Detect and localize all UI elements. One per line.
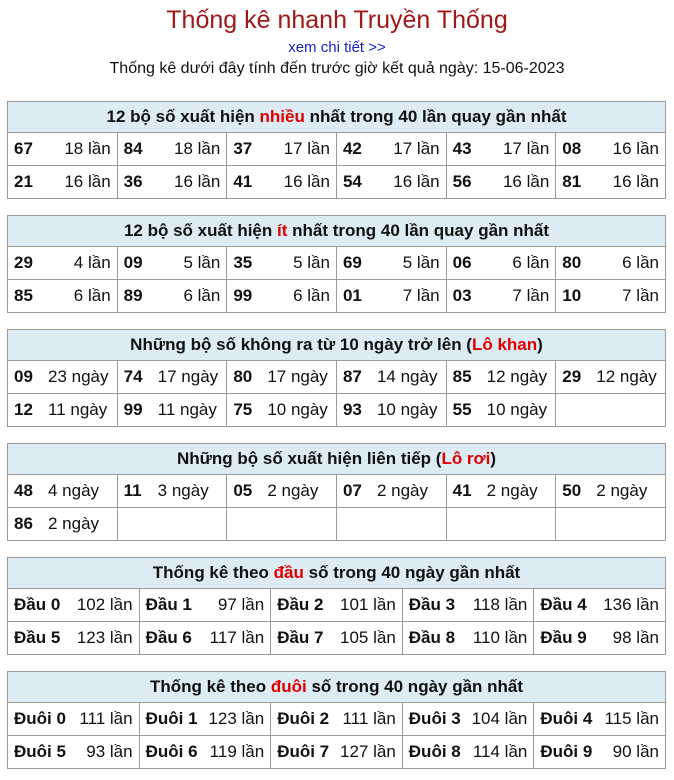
count-value: 5 lần <box>183 253 221 272</box>
section-header <box>8 672 666 703</box>
count-value: 5 lần <box>293 253 330 272</box>
lottery-number: 93 <box>342 400 362 419</box>
stat-cell <box>8 166 118 199</box>
count-value: 10 ngày <box>267 400 328 419</box>
count-value: 6 lần <box>622 253 659 272</box>
table-row <box>8 736 666 769</box>
count-value: 17 ngày <box>157 367 219 386</box>
count-value: 7 lần <box>512 286 550 305</box>
count-value: 115 lần <box>604 709 659 728</box>
section-title-text: số trong 40 ngày gần nhất <box>306 677 524 696</box>
page-subtitle: Thống kê dưới đây tính đến trước giờ kết quả ngày: 15-06-2023 <box>109 60 565 77</box>
stat-cell <box>556 280 666 313</box>
count-value: 114 lần <box>472 742 528 761</box>
table-row <box>8 247 666 280</box>
lottery-number: 85 <box>452 367 472 386</box>
digit-label: Đầu 1 <box>145 595 192 614</box>
stat-cell <box>8 508 118 541</box>
stat-cell <box>271 622 403 655</box>
lottery-number: 29 <box>14 253 33 272</box>
count-value: 123 lần <box>76 628 133 647</box>
count-value: 2 ngày <box>48 514 100 533</box>
digit-label: Đuôi 8 <box>408 742 461 761</box>
count-value: 2 ngày <box>376 481 429 500</box>
count-value: 6 lần <box>183 286 221 305</box>
lottery-number: 67 <box>14 139 33 158</box>
count-value: 97 lần <box>217 595 265 614</box>
section-title-highlight: ít <box>277 221 288 240</box>
count-value: 111 lần <box>342 709 396 728</box>
table-row <box>8 703 666 736</box>
lottery-number: 89 <box>123 286 143 305</box>
section-title <box>8 216 666 247</box>
lottery-number: 80 <box>233 367 253 386</box>
count-value: 10 ngày <box>486 400 548 419</box>
stat-cell <box>402 703 534 736</box>
section-title-text: số trong 40 ngày gần nhất <box>303 563 521 582</box>
section-header <box>8 558 666 589</box>
count-value: 10 ngày <box>376 400 438 419</box>
lottery-number: 09 <box>14 367 33 386</box>
stat-cell <box>446 394 556 427</box>
count-value: 2 ngày <box>486 481 538 500</box>
most-frequent-table <box>7 101 666 199</box>
section-title-highlight: Lô khan <box>471 335 538 354</box>
stat-cell <box>117 394 227 427</box>
stat-cell <box>117 133 227 166</box>
stat-cell <box>227 133 337 166</box>
section-title <box>8 444 666 475</box>
stat-cell <box>8 703 140 736</box>
count-value: 111 lần <box>79 709 133 728</box>
lottery-number: 06 <box>452 253 472 272</box>
lottery-number: 74 <box>123 367 143 386</box>
lottery-number: 42 <box>342 139 362 158</box>
stat-cell <box>271 736 403 769</box>
digit-label: Đầu 6 <box>145 628 192 647</box>
section-title <box>8 558 666 589</box>
count-value: 16 lần <box>173 172 221 191</box>
count-value: 101 lần <box>340 595 396 614</box>
stat-cell <box>8 589 140 622</box>
dau-stats-table <box>7 557 666 655</box>
lottery-number: 85 <box>14 286 33 305</box>
stat-cell <box>556 247 666 280</box>
lottery-number: 41 <box>233 172 253 191</box>
stat-cell <box>8 736 140 769</box>
count-value: 16 lần <box>502 172 550 191</box>
stat-cell <box>446 475 556 508</box>
lottery-number: 37 <box>233 139 253 158</box>
stat-cell <box>556 166 666 199</box>
digit-label: Đầu 8 <box>408 628 456 647</box>
section-title-text: Thống kê theo <box>152 563 274 582</box>
section-title-highlight: nhiều <box>259 107 305 126</box>
section-title-highlight: đuôi <box>270 677 307 696</box>
count-value: 17 lần <box>283 139 330 158</box>
count-value: 17 ngày <box>267 367 328 386</box>
stat-cell <box>336 475 446 508</box>
count-value: 3 ngày <box>157 481 209 500</box>
duoi-stats-table <box>7 671 666 769</box>
digit-label: Đuôi 7 <box>277 742 330 761</box>
stat-cell <box>446 133 556 166</box>
count-value: 117 lần <box>209 628 265 647</box>
stat-cell <box>227 361 337 394</box>
stat-cell <box>8 475 118 508</box>
lottery-number: 41 <box>452 481 472 500</box>
stat-cell <box>8 280 118 313</box>
stat-cell <box>139 703 271 736</box>
digit-label: Đầu 2 <box>277 595 324 614</box>
count-value: 7 lần <box>402 286 440 305</box>
table-row <box>8 475 666 508</box>
section-title-text: nhất trong 40 lần quay gần nhất <box>304 107 567 126</box>
stat-cell <box>534 703 666 736</box>
section-title-text: nhất trong 40 lần quay gần nhất <box>287 221 550 240</box>
stat-cell <box>446 247 556 280</box>
lottery-number: 11 <box>123 481 142 500</box>
digit-label: Đuôi 4 <box>540 709 593 728</box>
lottery-number: 21 <box>14 172 33 191</box>
stat-cell <box>117 247 227 280</box>
stat-cell <box>556 394 666 427</box>
count-value: 98 lần <box>612 628 659 647</box>
count-value: 90 lần <box>612 742 659 761</box>
lottery-number: 87 <box>342 367 362 386</box>
lottery-number: 09 <box>123 253 143 272</box>
section-title-text: Những bộ số không ra từ 10 ngày trở lên ( <box>130 335 472 354</box>
section-title <box>8 330 666 361</box>
count-value: 127 lần <box>340 742 396 761</box>
table-row <box>8 508 666 541</box>
count-value: 4 lần <box>73 253 111 272</box>
count-value: 23 ngày <box>48 367 109 386</box>
section-title <box>8 672 666 703</box>
lottery-number: 86 <box>14 514 33 533</box>
count-value: 16 lần <box>283 172 330 191</box>
table-row <box>8 133 666 166</box>
section-title-text: ) <box>490 449 497 468</box>
digit-label: Đầu 0 <box>14 595 61 614</box>
digit-label: Đầu 3 <box>408 595 456 614</box>
lottery-number: 75 <box>233 400 253 419</box>
count-value: 4 ngày <box>48 481 100 500</box>
count-value: 2 ngày <box>596 481 648 500</box>
lo-roi-table <box>7 443 666 541</box>
stat-cell <box>446 166 556 199</box>
stat-cell <box>556 508 666 541</box>
lottery-number: 36 <box>123 172 143 191</box>
stat-cell <box>336 280 446 313</box>
count-value: 5 lần <box>402 253 440 272</box>
table-row <box>8 589 666 622</box>
stat-cell <box>117 280 227 313</box>
lottery-number: 99 <box>123 400 143 419</box>
digit-label: Đuôi 9 <box>540 742 593 761</box>
count-value: 16 lần <box>612 172 659 191</box>
stat-cell <box>139 736 271 769</box>
lottery-number: 07 <box>342 481 362 500</box>
lo-khan-table <box>7 329 666 427</box>
stat-cell <box>227 475 337 508</box>
count-value: 6 lần <box>73 286 111 305</box>
section-header <box>8 216 666 247</box>
section-header <box>8 330 666 361</box>
digit-label: Đuôi 1 <box>145 709 198 728</box>
stat-cell <box>402 589 534 622</box>
stat-cell <box>534 622 666 655</box>
count-value: 104 lần <box>471 709 528 728</box>
count-value: 93 lần <box>86 742 133 761</box>
stat-cell <box>227 166 337 199</box>
lottery-number: 10 <box>562 286 582 305</box>
lottery-number: 05 <box>233 481 253 500</box>
count-value: 12 ngày <box>596 367 657 386</box>
section-title-text: 12 bộ số xuất hiện <box>123 221 277 240</box>
digit-label: Đuôi 2 <box>277 709 330 728</box>
least-frequent-table <box>7 215 666 313</box>
stat-cell <box>8 394 118 427</box>
stat-cell <box>556 361 666 394</box>
stat-cell <box>8 361 118 394</box>
count-value: 11 ngày <box>48 400 108 419</box>
stat-cell <box>336 394 446 427</box>
section-title-text: 12 bộ số xuất hiện <box>106 107 260 126</box>
count-value: 136 lần <box>603 595 659 614</box>
lottery-number: 48 <box>14 481 33 500</box>
lottery-number: 56 <box>452 172 472 191</box>
stat-cell <box>117 361 227 394</box>
stat-cell <box>271 589 403 622</box>
stat-cell <box>336 247 446 280</box>
count-value: 110 lần <box>472 628 528 647</box>
digit-label: Đầu 4 <box>540 595 587 614</box>
count-value: 12 ngày <box>486 367 548 386</box>
count-value: 6 lần <box>512 253 550 272</box>
section-title-text: Thống kê theo <box>149 677 271 696</box>
count-value: 17 lần <box>393 139 440 158</box>
stat-cell <box>8 247 118 280</box>
section-title <box>8 102 666 133</box>
lottery-number: 12 <box>14 400 33 419</box>
count-value: 102 lần <box>76 595 133 614</box>
stat-cell <box>227 280 337 313</box>
digit-label: Đuôi 6 <box>145 742 198 761</box>
count-value: 118 lần <box>472 595 528 614</box>
section-header <box>8 102 666 133</box>
digit-label: Đuôi 3 <box>408 709 461 728</box>
count-value: 17 lần <box>502 139 550 158</box>
stat-cell <box>8 133 118 166</box>
digit-label: Đầu 9 <box>540 628 587 647</box>
lottery-number: 99 <box>233 286 253 305</box>
count-value: 105 lần <box>340 628 396 647</box>
table-row <box>8 166 666 199</box>
stat-cell <box>117 508 227 541</box>
count-value: 119 lần <box>209 742 265 761</box>
count-value: 16 lần <box>64 172 111 191</box>
stat-cell <box>139 622 271 655</box>
stat-cell <box>271 703 403 736</box>
count-value: 7 lần <box>622 286 659 305</box>
lottery-number: 50 <box>562 481 582 500</box>
lottery-number: 08 <box>562 139 582 158</box>
stat-cell <box>402 622 534 655</box>
count-value: 14 ngày <box>376 367 438 386</box>
table-row <box>8 361 666 394</box>
table-row <box>8 280 666 313</box>
lottery-number: 35 <box>233 253 253 272</box>
table-row <box>8 622 666 655</box>
stat-cell <box>336 361 446 394</box>
stat-cell <box>336 133 446 166</box>
lottery-number: 81 <box>562 172 582 191</box>
section-title-text: ) <box>537 335 543 354</box>
digit-label: Đầu 5 <box>14 628 61 647</box>
count-value: 123 lần <box>208 709 265 728</box>
stat-cell <box>8 622 140 655</box>
count-value: 18 lần <box>64 139 111 158</box>
count-value: 11 ngày <box>157 400 217 419</box>
lottery-number: 03 <box>452 286 472 305</box>
stat-cell <box>227 394 337 427</box>
section-title-highlight: Lô rơi <box>441 449 491 468</box>
stat-cell <box>556 475 666 508</box>
stat-cell <box>446 508 556 541</box>
digit-label: Đuôi 5 <box>14 742 66 761</box>
stat-cell <box>117 475 227 508</box>
count-value: 16 lần <box>393 172 440 191</box>
section-title-highlight: đầu <box>273 563 304 582</box>
stat-cell <box>534 736 666 769</box>
stat-cell <box>227 247 337 280</box>
section-title-text: Những bộ số xuất hiện liên tiếp ( <box>176 449 442 468</box>
digit-label: Đầu 7 <box>277 628 324 647</box>
count-value: 18 lần <box>173 139 221 158</box>
stat-cell <box>556 133 666 166</box>
lottery-number: 43 <box>452 139 472 158</box>
lottery-number: 55 <box>452 400 472 419</box>
stat-cell <box>227 508 337 541</box>
lottery-number: 80 <box>562 253 582 272</box>
lottery-number: 01 <box>342 286 362 305</box>
stat-cell <box>446 280 556 313</box>
stat-cell <box>117 166 227 199</box>
lottery-number: 69 <box>342 253 362 272</box>
lottery-number: 84 <box>123 139 143 158</box>
page-header <box>0 0 674 82</box>
stat-cell <box>446 361 556 394</box>
stat-cell <box>139 589 271 622</box>
lottery-number: 54 <box>342 172 362 191</box>
view-details-link[interactable]: xem chi tiết >> <box>288 39 386 56</box>
section-header <box>8 444 666 475</box>
digit-label: Đuôi 0 <box>14 709 66 728</box>
table-row <box>8 394 666 427</box>
count-value: 6 lần <box>293 286 330 305</box>
stat-cell <box>336 166 446 199</box>
count-value: 2 ngày <box>267 481 319 500</box>
stat-cell <box>402 736 534 769</box>
lottery-number: 29 <box>562 367 582 386</box>
count-value: 16 lần <box>612 139 659 158</box>
page-title: Thống kê nhanh Truyền Thống <box>166 6 508 34</box>
stat-cell <box>336 508 446 541</box>
stat-cell <box>534 589 666 622</box>
